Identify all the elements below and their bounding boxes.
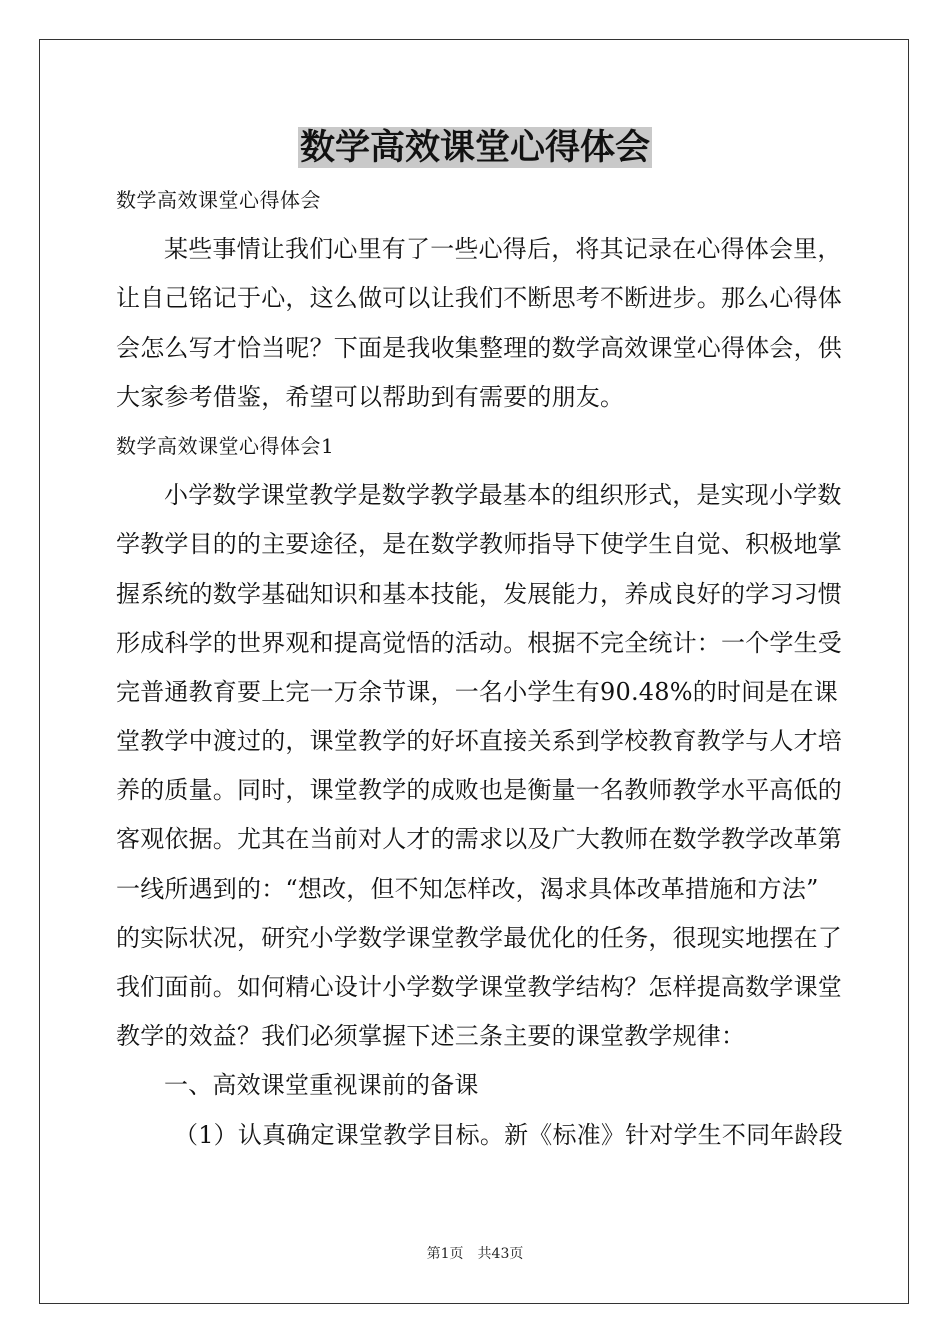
paragraph-line: 形成科学的世界观和提高觉悟的活动。根据不完全统计：一个学生受: [116, 628, 842, 657]
document-title-text: 数学高效课堂心得体会: [299, 127, 650, 168]
paragraph-line: 堂教学中渡过的，课堂教学的好坏直接关系到学校教育教学与人才培: [116, 727, 842, 756]
paragraph-line: 一线所遇到的：“想改，但不知怎样改，渴求具体改革措施和方法”: [116, 874, 819, 903]
page-footer: [0, 1244, 950, 1264]
paragraph-line: 大家参考借鉴，希望可以帮助到有需要的朋友。: [116, 382, 625, 411]
paragraph-line: 某些事情让我们心里有了一些心得后，将其记录在心得体会里，: [164, 235, 842, 264]
paragraph-line: 学教学目的的主要途径，是在数学教师指导下使学生自觉、积极地掌: [116, 530, 842, 559]
paragraph-line: 一、高效课堂重视课前的备课: [164, 1071, 479, 1100]
page-total: 共43页: [477, 1246, 524, 1262]
paragraph-line: 的实际状况，研究小学数学课堂教学最优化的任务，很现实地摆在了: [116, 923, 842, 952]
paragraph-line: 教学的效益？我们必须掌握下述三条主要的课堂教学规律：: [116, 1022, 746, 1051]
paragraph-line: 我们面前。如何精心设计小学数学课堂教学结构？怎样提高数学课堂: [116, 973, 842, 1001]
document-body: [116, 176, 843, 1160]
paragraph-line: 让自己铭记于心，这么做可以让我们不断思考不断进步。那么心得体: [116, 284, 842, 313]
paragraph-line: 养的质量。同时，课堂教学的成败也是衡量一名教师教学水平高低的: [116, 776, 842, 805]
paragraph-line: 握系统的数学基础知识和基本技能，发展能力，养成良好的学习习惯: [116, 579, 842, 608]
page-number: 第1页: [426, 1246, 464, 1262]
paragraph-line: 会怎么写才恰当呢？下面是我收集整理的数学高效课堂心得体会，供: [116, 333, 842, 362]
paragraph-line: （1）认真确定课堂教学目标。新《标准》针对学生不同年龄段: [174, 1120, 843, 1149]
document-title: [0, 124, 950, 172]
paragraph-line: 客观依据。尤其在当前对人才的需求以及广大教师在数学教学改革第: [116, 825, 842, 854]
section-heading: 数学高效课堂心得体会1: [116, 433, 335, 458]
paragraph-line: 小学数学课堂教学是数学教学最基本的组织形式，是实现小学数: [164, 481, 842, 510]
paragraph-line: 完普通教育要上完一万余节课，一名小学生有90.48%的时间是在课: [116, 677, 838, 706]
section-heading: 数学高效课堂心得体会: [116, 188, 321, 212]
